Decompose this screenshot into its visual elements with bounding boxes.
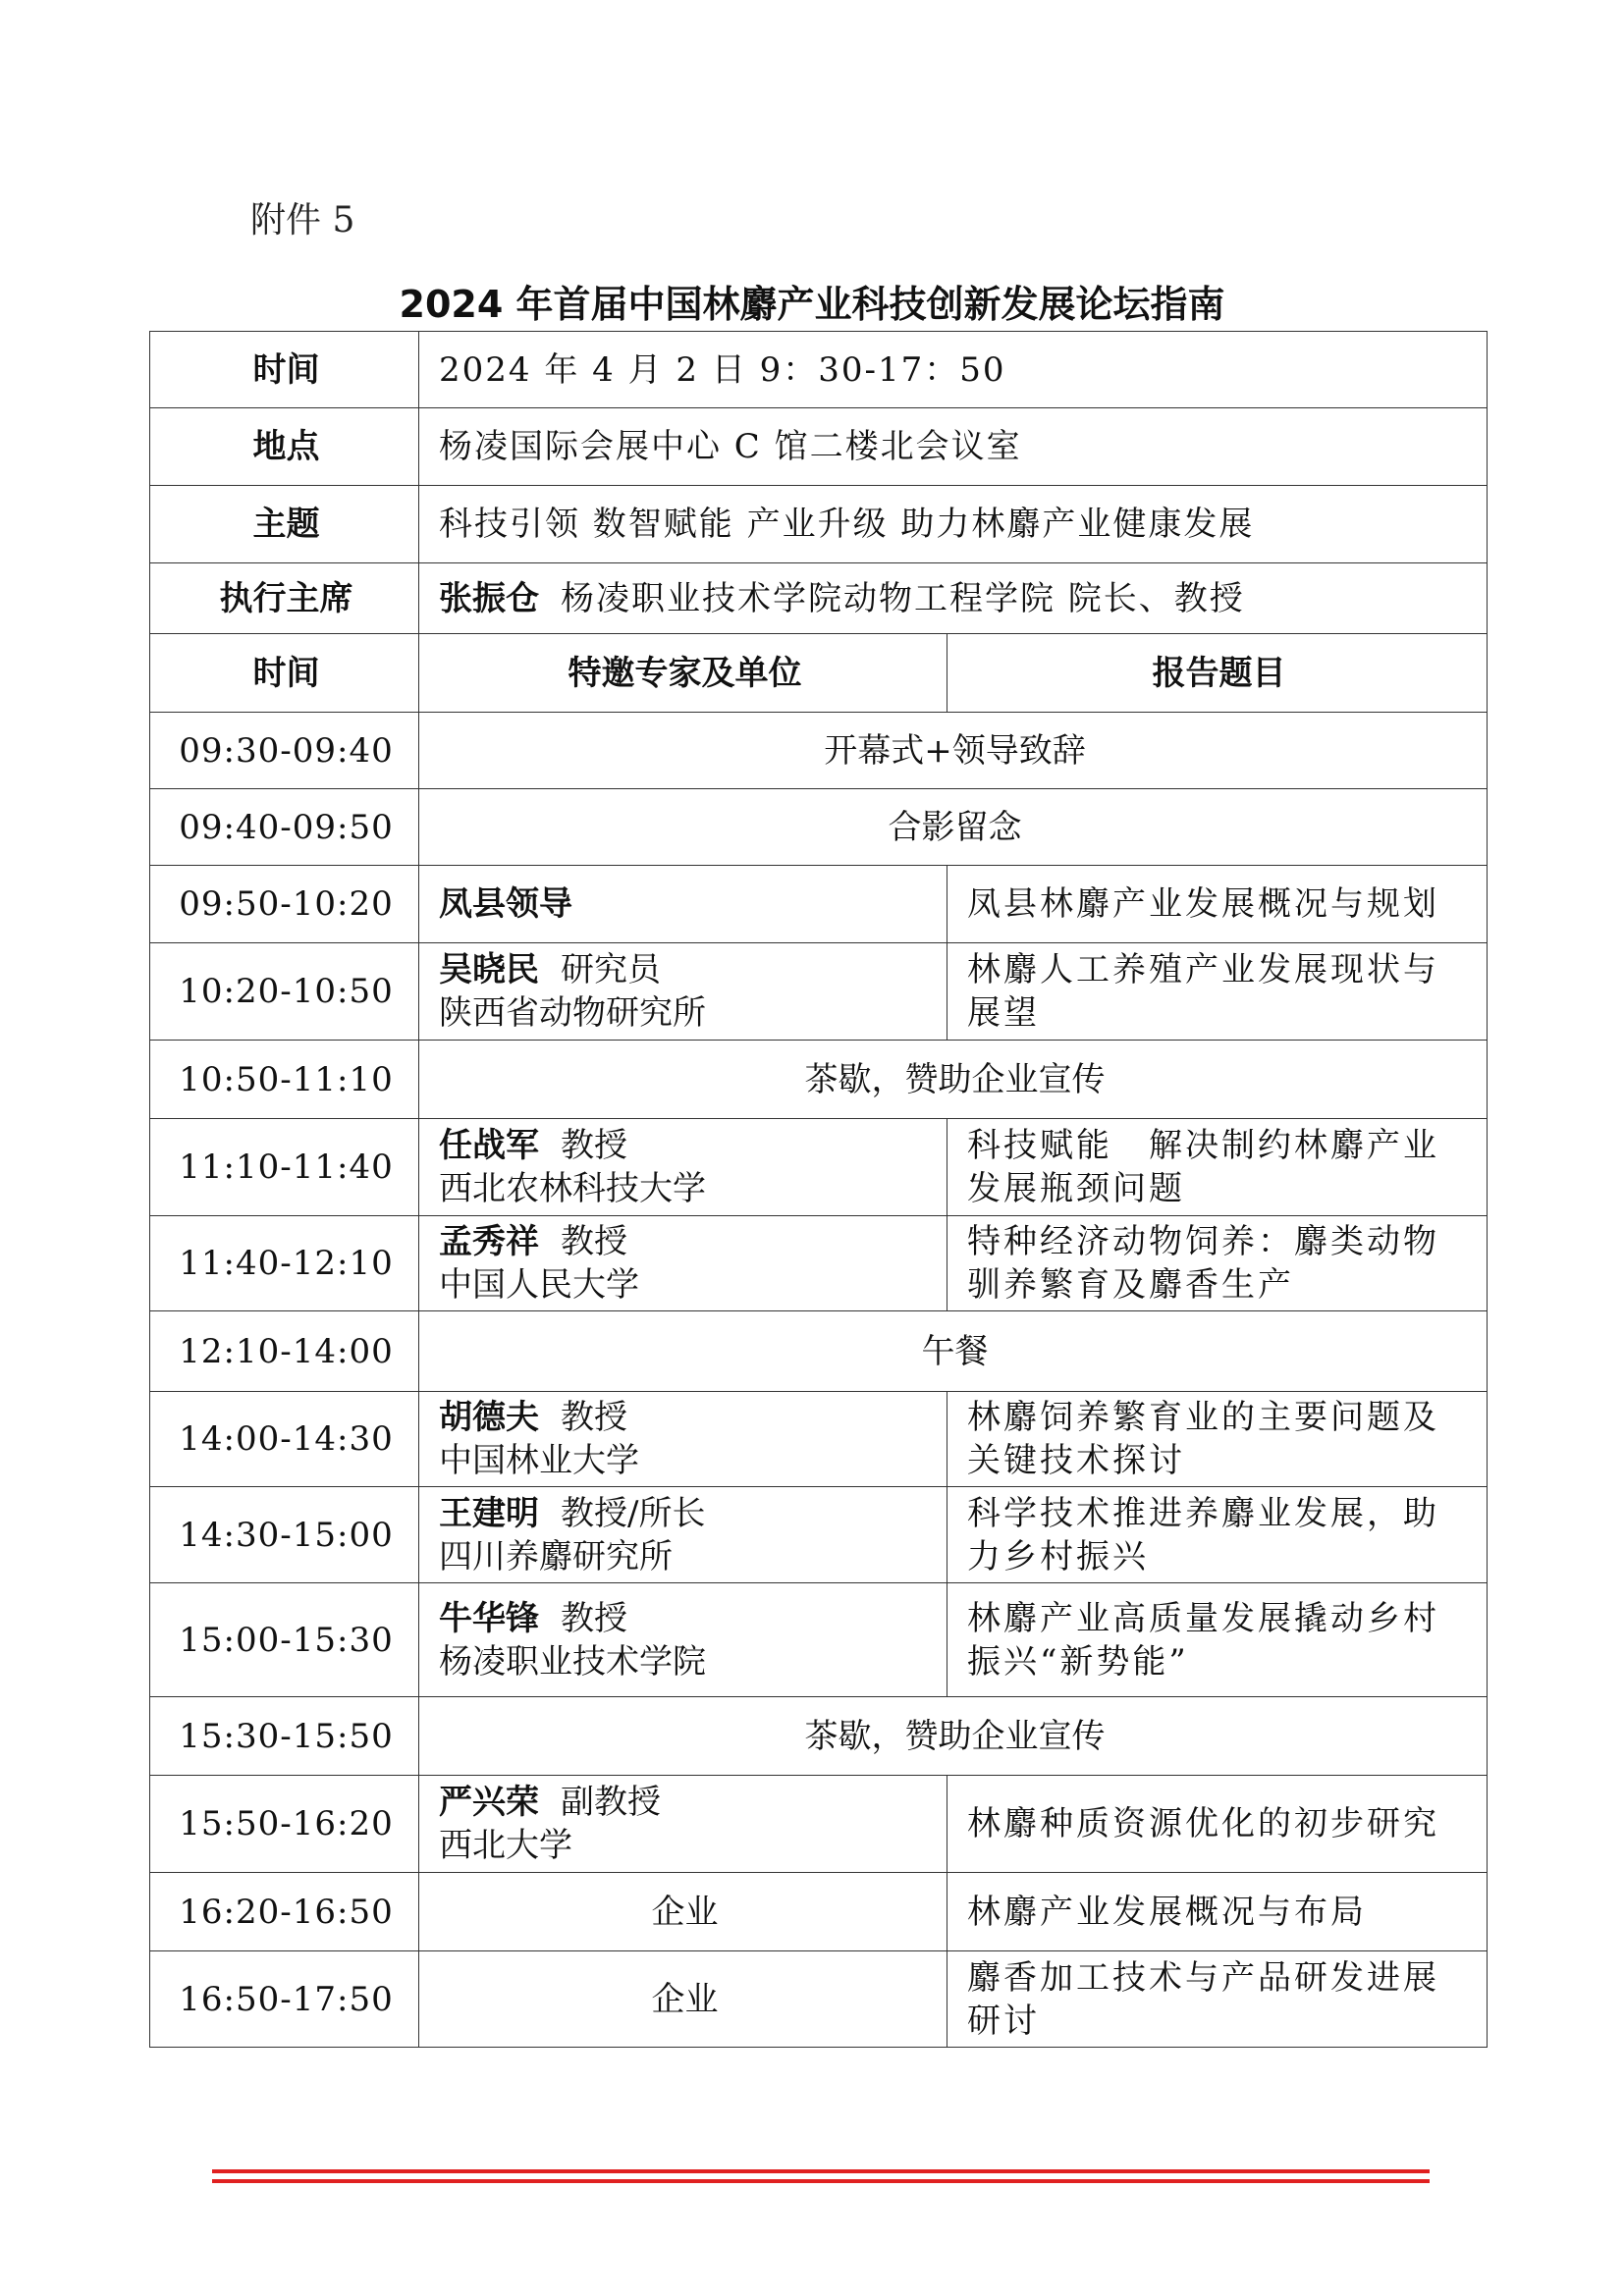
speaker-name: 孟秀祥 bbox=[439, 1222, 539, 1261]
schedule-row bbox=[150, 866, 1488, 943]
speaker-name: 凤县领导 bbox=[439, 884, 572, 924]
speaker-name: 胡德夫 bbox=[439, 1398, 539, 1437]
row-time: 09:40-09:50 bbox=[150, 789, 419, 866]
row-merged: 开幕式+领导致辞 bbox=[419, 713, 1488, 789]
row-topic: 林麝饲养繁育业的主要问题及关键技术探讨 bbox=[947, 1392, 1488, 1487]
row-time: 14:00-14:30 bbox=[150, 1392, 419, 1487]
row-topic: 凤县林麝产业发展概况与规划 bbox=[947, 866, 1488, 943]
info-value: 张振仓 杨凌职业技术学院动物工程学院 院长、教授 bbox=[419, 563, 1488, 634]
row-time: 15:00-15:30 bbox=[150, 1583, 419, 1697]
schedule-row bbox=[150, 1951, 1488, 2048]
schedule-row bbox=[150, 1873, 1488, 1951]
schedule-row bbox=[150, 1487, 1488, 1583]
speaker-title: 教授 bbox=[561, 1222, 627, 1261]
schedule-row bbox=[150, 789, 1488, 866]
info-row-time bbox=[150, 332, 1488, 408]
speaker-name: 牛华锋 bbox=[439, 1598, 539, 1638]
info-label: 执行主席 bbox=[150, 563, 419, 634]
row-time: 16:50-17:50 bbox=[150, 1951, 419, 2048]
row-time: 10:20-10:50 bbox=[150, 943, 419, 1041]
speaker-title: 研究员 bbox=[561, 950, 661, 989]
info-row-theme bbox=[150, 486, 1488, 563]
row-speaker: 企业 bbox=[419, 1951, 947, 2048]
row-time: 16:20-16:50 bbox=[150, 1873, 419, 1951]
row-speaker bbox=[419, 943, 947, 1041]
footer-red-rule bbox=[212, 2169, 1430, 2183]
row-topic: 麝香加工技术与产品研发进展研讨 bbox=[947, 1951, 1488, 2048]
chair-name: 张振仓 bbox=[439, 578, 539, 618]
row-speaker bbox=[419, 1487, 947, 1583]
row-time: 14:30-15:00 bbox=[150, 1487, 419, 1583]
speaker-name: 王建明 bbox=[439, 1493, 539, 1533]
speaker-title: 教授 bbox=[561, 1598, 627, 1638]
speaker-name: 任战军 bbox=[439, 1126, 539, 1165]
info-row-chair bbox=[150, 563, 1488, 634]
schedule-row bbox=[150, 1697, 1488, 1776]
row-speaker bbox=[419, 1216, 947, 1311]
row-topic: 科学技术推进养麝业发展，助力乡村振兴 bbox=[947, 1487, 1488, 1583]
row-speaker: 企业 bbox=[419, 1873, 947, 1951]
row-time: 11:40-12:10 bbox=[150, 1216, 419, 1311]
speaker-org: 西北农林科技大学 bbox=[439, 1169, 706, 1208]
row-topic: 林麝产业高质量发展撬动乡村振兴“新势能” bbox=[947, 1583, 1488, 1697]
schedule-row bbox=[150, 1119, 1488, 1216]
info-label: 地点 bbox=[150, 408, 419, 486]
header-topic: 报告题目 bbox=[947, 634, 1488, 713]
row-topic: 特种经济动物饲养：麝类动物驯养繁育及麝香生产 bbox=[947, 1216, 1488, 1311]
row-time: 15:50-16:20 bbox=[150, 1776, 419, 1873]
info-value: 科技引领 数智赋能 产业升级 助力林麝产业健康发展 bbox=[419, 486, 1488, 563]
header-time: 时间 bbox=[150, 634, 419, 713]
schedule-row bbox=[150, 713, 1488, 789]
row-merged: 合影留念 bbox=[419, 789, 1488, 866]
schedule-row bbox=[150, 1583, 1488, 1697]
speaker-title: 副教授 bbox=[561, 1783, 661, 1822]
info-label: 时间 bbox=[150, 332, 419, 408]
schedule-row bbox=[150, 1216, 1488, 1311]
info-value: 杨凌国际会展中心 C 馆二楼北会议室 bbox=[419, 408, 1488, 486]
row-speaker bbox=[419, 1392, 947, 1487]
speaker-org: 杨凌职业技术学院 bbox=[439, 1641, 706, 1682]
speaker-title: 教授 bbox=[561, 1126, 627, 1165]
row-topic: 林麝人工养殖产业发展现状与展望 bbox=[947, 943, 1488, 1041]
speaker-title: 教授 bbox=[561, 1398, 627, 1437]
row-topic: 林麝产业发展概况与布局 bbox=[947, 1873, 1488, 1951]
row-speaker bbox=[419, 1776, 947, 1873]
row-merged: 午餐 bbox=[419, 1311, 1488, 1392]
speaker-org: 四川养麝研究所 bbox=[439, 1536, 673, 1576]
row-merged: 茶歇，赞助企业宣传 bbox=[419, 1041, 1488, 1119]
schedule-row bbox=[150, 1392, 1488, 1487]
speaker-org: 中国人民大学 bbox=[439, 1265, 639, 1305]
row-merged: 茶歇，赞助企业宣传 bbox=[419, 1697, 1488, 1776]
speaker-org: 西北大学 bbox=[439, 1826, 572, 1865]
speaker-org: 陕西省动物研究所 bbox=[439, 993, 706, 1033]
forum-schedule-table bbox=[149, 331, 1488, 2048]
document-title: 2024 年首届中国林麝产业科技创新发展论坛指南 bbox=[399, 283, 1225, 326]
info-label: 主题 bbox=[150, 486, 419, 563]
row-time: 11:10-11:40 bbox=[150, 1119, 419, 1216]
row-topic: 林麝种质资源优化的初步研究 bbox=[947, 1776, 1488, 1873]
row-time: 09:50-10:20 bbox=[150, 866, 419, 943]
schedule-row bbox=[150, 1041, 1488, 1119]
speaker-title: 教授/所长 bbox=[561, 1493, 706, 1533]
row-time: 09:30-09:40 bbox=[150, 713, 419, 789]
schedule-row bbox=[150, 943, 1488, 1041]
schedule-header-row bbox=[150, 634, 1488, 713]
header-speaker: 特邀专家及单位 bbox=[419, 634, 947, 713]
schedule-row bbox=[150, 1776, 1488, 1873]
row-time: 10:50-11:10 bbox=[150, 1041, 419, 1119]
row-speaker bbox=[419, 1119, 947, 1216]
info-value: 2024 年 4 月 2 日 9：30-17：50 bbox=[419, 332, 1488, 408]
row-speaker bbox=[419, 1583, 947, 1697]
schedule-row bbox=[150, 1311, 1488, 1392]
speaker-name: 严兴荣 bbox=[439, 1783, 539, 1822]
row-time: 15:30-15:50 bbox=[150, 1697, 419, 1776]
speaker-org: 中国林业大学 bbox=[439, 1441, 639, 1480]
info-row-location bbox=[150, 408, 1488, 486]
attachment-label: 附件 5 bbox=[250, 200, 355, 240]
speaker-name: 吴晓民 bbox=[439, 950, 539, 989]
row-speaker bbox=[419, 866, 947, 943]
row-time: 12:10-14:00 bbox=[150, 1311, 419, 1392]
row-topic: 科技赋能 解决制约林麝产业发展瓶颈问题 bbox=[947, 1119, 1488, 1216]
